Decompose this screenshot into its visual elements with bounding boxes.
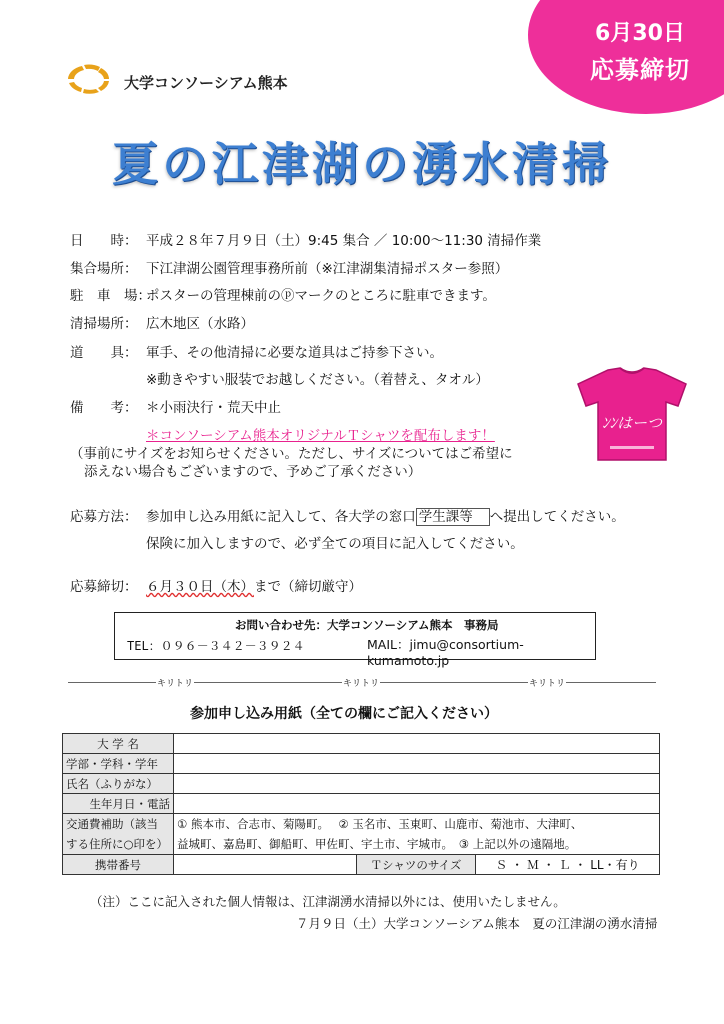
detail-apply (70, 508, 625, 526)
form-input-university[interactable] (174, 734, 660, 754)
form-label-university: 大 学 名 (63, 734, 174, 754)
detail-meeting-label: 集合場所： (70, 261, 138, 277)
form-input-birth[interactable] (174, 794, 660, 814)
contact-mail: MAIL：jimu@consortium-kumamoto.jp (367, 637, 524, 668)
org-name: 大学コンソーシアム熊本 (124, 74, 288, 92)
form-input-name[interactable] (174, 774, 660, 794)
tshirt-notice: ＊コンソーシアム熊本オリジナルＴシャツを配布します！ (146, 428, 495, 444)
detail-deadline-value: ６月３０日（木） (146, 579, 254, 595)
detail-apply-label: 応募方法： (70, 509, 138, 525)
tshirt-print-text: ﾝﾝはーつ (601, 414, 663, 432)
contact-box (114, 612, 596, 668)
form-label-transport (63, 814, 174, 855)
detail-deadline-suffix: まで（締切厳守） (254, 579, 362, 595)
detail-apply-after: へ提出してください。 (489, 509, 625, 525)
application-form (62, 733, 660, 875)
detail-date (70, 232, 541, 250)
form-row-transport (63, 814, 660, 855)
form-row-name (63, 774, 660, 794)
form-label-name: 氏名（ふりがな） (63, 774, 174, 794)
detail-parking-label: 駐 車 場： (70, 288, 151, 304)
detail-area-value: 広木地区（水路） (146, 316, 254, 332)
detail-meeting-value: 下江津湖公園管理事務所前（※江津湖集清掃ポスター参照） (146, 261, 509, 277)
detail-parking-value: ポスターの管理棟前のⓟマークのところに駐車できます。 (146, 288, 496, 304)
form-label-transport-1: 交通費補助（該当 (66, 817, 158, 831)
badge-date: 6月30日 (595, 21, 685, 46)
detail-date-label: 日 時： (70, 233, 138, 249)
cut-label-3: キリトリ (528, 676, 566, 689)
form-input-shirt-size[interactable]: Ｓ ・ Ｍ ・ Ｌ ・ LL・有り (476, 855, 660, 875)
detail-apply-before: 参加申し込み用紙に記入して、各大学の窓口 (146, 509, 416, 525)
footer-text: ７月９日（土）大学コンソーシアム熊本 夏の江津湖の湧水清掃 (296, 916, 658, 931)
form-label-mobile: 携帯番号 (63, 855, 174, 875)
size-note-1: （事前にサイズをお知らせください。ただし、サイズについてはご希望に (70, 446, 513, 462)
insurance-note: 保険に加入しますので、必ず全ての項目に記入してください。 (146, 536, 524, 552)
size-note-2: 添えない場合もございますので、予めご了承ください） (84, 464, 422, 480)
detail-area (70, 315, 254, 333)
contact-title: お問い合わせ先：大学コンソーシアム熊本 事務局 (235, 618, 499, 632)
detail-remarks-label: 備 考： (70, 400, 138, 416)
form-input-faculty[interactable] (174, 754, 660, 774)
form-input-transport[interactable] (174, 814, 660, 855)
detail-deadline-label: 応募締切： (70, 579, 138, 595)
form-row-birth (63, 794, 660, 814)
contact-tel: TEL：０９６－３４２－３９２４ (127, 639, 305, 653)
form-row-mobile (63, 855, 660, 875)
form-title: 参加申し込み用紙（全ての欄にご記入ください） (190, 706, 498, 722)
form-row-university (63, 734, 660, 754)
form-row-faculty (63, 754, 660, 774)
privacy-note: （注）ここに記入された個人情報は、江津湖湧水清掃以外には、使用いたしません。 (90, 894, 566, 909)
consortium-logo-icon (62, 62, 114, 96)
form-input-mobile[interactable] (174, 855, 357, 875)
form-label-birth: 生年月日・電話 (63, 794, 174, 814)
detail-meeting (70, 260, 508, 278)
apply-window-box: 学生課等 (416, 508, 490, 526)
transport-options-1: ① 熊本市、合志市、菊陽町。 ② 玉名市、玉東町、山鹿市、菊池市、大津町、 (177, 817, 583, 831)
page-title: 夏の江津湖の湧水清掃 (112, 137, 612, 191)
tshirt-image (574, 366, 690, 462)
detail-date-value: 平成２８年７月９日（土）9:45 集合 ／ 10:00～11:30 清掃作業 (146, 233, 542, 249)
detail-tools-value: 軍手、その他清掃に必要な道具はご持参下さい。 (146, 345, 443, 361)
badge-label: 応募締切 (590, 56, 690, 84)
detail-parking (70, 287, 496, 305)
form-label-faculty: 学部・学科・学年 (63, 754, 174, 774)
transport-options-2: 益城町、嘉島町、御船町、甲佐町、宇土市、宇城市。 ③ 上記以外の遠隔地。 (177, 837, 577, 851)
detail-tools-label: 道 具： (70, 345, 138, 361)
form-label-shirt-size: Ｔシャツのサイズ (357, 855, 476, 875)
cut-label-1: キリトリ (156, 676, 194, 689)
form-label-transport-2: する住所に○印を） (66, 837, 169, 851)
detail-deadline (70, 578, 362, 596)
detail-tools-note: ※動きやすい服装でお越しください。（着替え、タオル） (146, 372, 489, 388)
detail-area-label: 清掃場所： (70, 316, 138, 332)
detail-remarks-value: ＊小雨決行・荒天中止 (146, 400, 281, 416)
detail-remarks (70, 399, 281, 417)
cut-label-2: キリトリ (342, 676, 380, 689)
detail-tools (70, 344, 443, 362)
